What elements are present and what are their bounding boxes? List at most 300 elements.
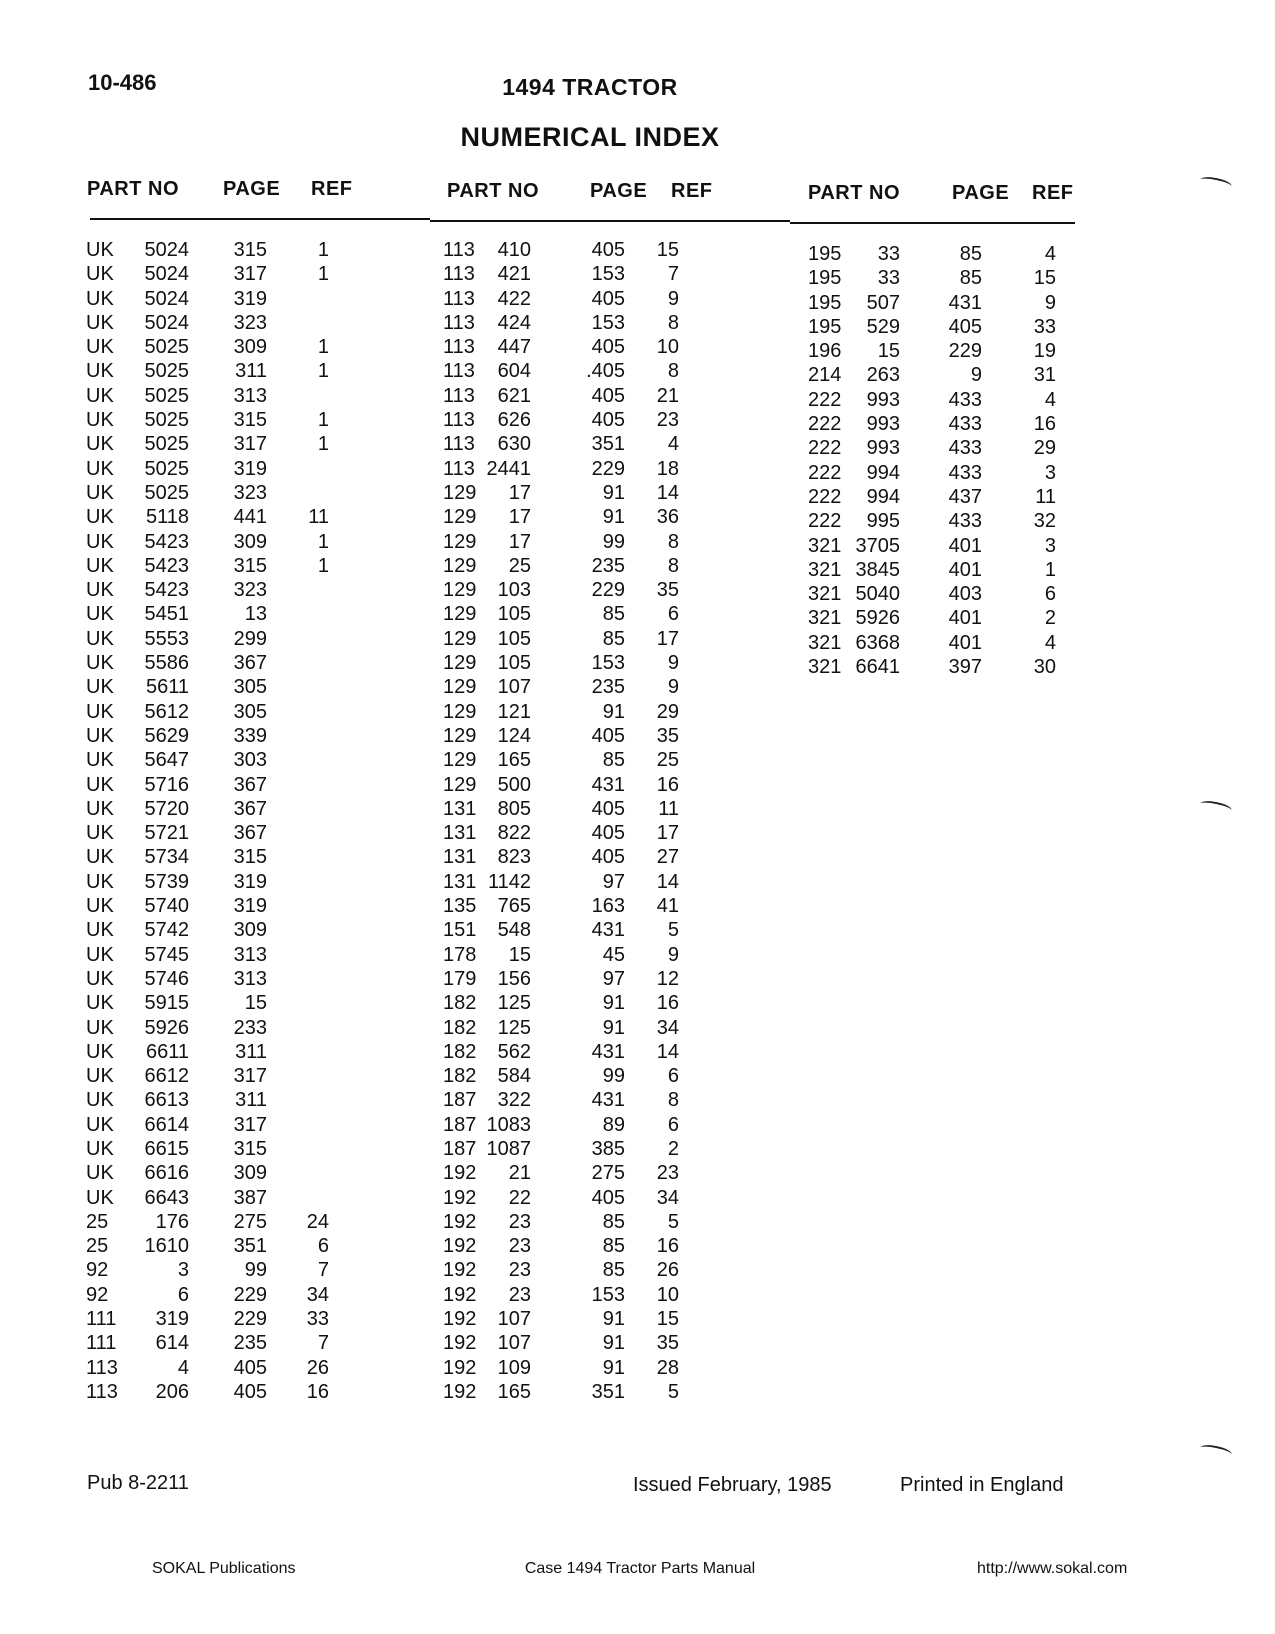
index-row	[86, 967, 351, 991]
index-row	[443, 1113, 711, 1137]
index-row	[443, 991, 711, 1015]
page-number-cell: 229	[948, 340, 982, 363]
header-ref: REF	[311, 178, 353, 200]
page-number-cell: 85	[602, 603, 625, 626]
index-row	[443, 1307, 711, 1331]
page-number-cell: 385	[591, 1137, 625, 1160]
part-number: 176	[155, 1210, 189, 1233]
part-prefix: UK	[86, 724, 114, 747]
index-row	[86, 238, 351, 262]
index-row	[86, 1113, 351, 1137]
index-row	[86, 1331, 351, 1355]
part-number: 319	[155, 1308, 189, 1331]
index-row	[86, 845, 351, 869]
ref-number: 8	[667, 1089, 679, 1112]
ref-number: 33	[306, 1308, 329, 1331]
index-row	[443, 287, 711, 311]
header-page: PAGE	[952, 182, 1010, 204]
index-row	[86, 870, 351, 894]
index-row	[808, 412, 1076, 436]
page-number-cell: 323	[233, 481, 267, 504]
ref-number: 16	[656, 1235, 679, 1258]
part-number: 994	[866, 485, 900, 508]
ref-number: 4	[1044, 388, 1056, 411]
part-prefix: 321	[808, 656, 842, 679]
index-row	[443, 1161, 711, 1185]
page-number-cell: 97	[602, 967, 625, 990]
part-number: 17	[508, 530, 531, 553]
part-number: 529	[866, 315, 900, 338]
part-number: 6	[177, 1283, 189, 1306]
page-number-cell: 303	[233, 749, 267, 772]
index-row	[86, 1016, 351, 1040]
page-number-cell: 99	[244, 1259, 267, 1282]
ref-number: 11	[308, 506, 329, 529]
ref-number: 6	[667, 1065, 679, 1088]
page-number-cell: 433	[948, 437, 982, 460]
part-prefix: 113	[443, 457, 475, 480]
part-prefix: 135	[443, 895, 477, 918]
part-number: 5721	[144, 822, 189, 845]
page-number-cell: 367	[233, 797, 267, 820]
part-prefix: 192	[443, 1235, 477, 1258]
page-number-cell: 235	[233, 1332, 267, 1355]
index-row	[808, 509, 1076, 533]
ref-number: 2	[1044, 607, 1056, 630]
header-part-no: PART NO	[808, 182, 901, 204]
ref-number: 7	[667, 263, 679, 286]
part-prefix: 321	[808, 631, 842, 654]
page-number-cell: 431	[591, 1040, 625, 1063]
ref-number: 35	[656, 579, 679, 602]
part-number: 805	[497, 797, 531, 820]
binding-mark	[1199, 1443, 1232, 1459]
index-row	[443, 651, 711, 675]
part-number: 5423	[144, 579, 189, 602]
part-number: 993	[866, 413, 900, 436]
page-number-cell: 339	[233, 724, 267, 747]
part-number: 15	[877, 340, 900, 363]
header-ref: REF	[671, 180, 713, 202]
part-prefix: 195	[808, 267, 842, 290]
part-number: 621	[497, 384, 531, 407]
index-row	[443, 1210, 711, 1234]
part-number: 107	[497, 1332, 531, 1355]
header-rule	[790, 222, 1075, 224]
page-number-cell: 13	[244, 603, 267, 626]
index-row	[443, 1331, 711, 1355]
page-number-cell: 405	[948, 315, 982, 338]
index-row	[808, 558, 1076, 582]
page-number-cell: 367	[233, 652, 267, 675]
part-number: 5926	[144, 1016, 189, 1039]
ref-number: 12	[656, 967, 679, 990]
index-row	[443, 602, 711, 626]
part-number: 6612	[144, 1065, 189, 1088]
page-number-cell: 229	[233, 1283, 267, 1306]
index-row	[443, 627, 711, 651]
part-number: 5629	[144, 724, 189, 747]
ref-number: 34	[306, 1283, 329, 1306]
part-number: 548	[497, 919, 531, 942]
part-number: 2441	[486, 457, 531, 480]
index-row	[86, 700, 351, 724]
part-prefix: 129	[443, 773, 477, 796]
part-prefix: 113	[443, 311, 475, 334]
part-prefix: 129	[443, 530, 477, 553]
index-row	[808, 631, 1076, 655]
ref-number: 1	[317, 360, 329, 383]
part-prefix: 113	[443, 239, 475, 261]
page-number-cell: 401	[948, 558, 982, 581]
part-number: 562	[497, 1040, 531, 1063]
index-row	[86, 335, 351, 359]
page-number-cell: 313	[233, 967, 267, 990]
index-row	[443, 675, 711, 699]
page-number-cell: 317	[233, 1065, 267, 1088]
part-prefix: 113	[443, 336, 475, 359]
index-row	[86, 530, 351, 554]
page-number-cell: 397	[948, 656, 982, 679]
index-row	[86, 675, 351, 699]
page-number-cell: 351	[591, 1380, 625, 1403]
part-number: 103	[497, 579, 531, 602]
part-prefix: 321	[808, 534, 842, 557]
part-number: 5024	[144, 263, 189, 286]
publisher-name: SOKAL Publications	[152, 1560, 296, 1577]
page-number-cell: 9	[970, 364, 982, 387]
page-number-cell: 91	[602, 1308, 625, 1331]
index-row	[808, 291, 1076, 315]
part-number: 5025	[144, 384, 189, 407]
part-prefix: 195	[808, 291, 842, 314]
page-number-cell: 85	[959, 243, 982, 265]
index-row	[86, 1064, 351, 1088]
page-number-cell: 433	[948, 388, 982, 411]
ref-number: 33	[1033, 315, 1056, 338]
ref-number: 16	[656, 773, 679, 796]
part-number: 6616	[144, 1162, 189, 1185]
part-number: 5118	[145, 506, 189, 529]
ref-number: 11	[1035, 485, 1056, 508]
part-prefix: UK	[86, 287, 114, 310]
index-row	[86, 773, 351, 797]
part-number: 107	[497, 1308, 531, 1331]
ref-number: 1	[317, 409, 329, 432]
part-prefix: UK	[86, 1162, 114, 1185]
part-prefix: 187	[443, 1137, 477, 1160]
page-number-cell: 433	[948, 510, 982, 533]
part-number: 5423	[144, 530, 189, 553]
index-row	[86, 481, 351, 505]
part-prefix: 192	[443, 1210, 477, 1233]
part-prefix: 131	[443, 870, 477, 893]
page-number-cell: 405	[591, 409, 625, 432]
part-number: 121	[497, 700, 531, 723]
ref-number: 1	[317, 530, 329, 553]
part-number: 994	[866, 461, 900, 484]
part-prefix: UK	[86, 1137, 114, 1160]
binding-mark	[1199, 799, 1232, 815]
publisher-url[interactable]: http://www.sokal.com	[977, 1560, 1128, 1577]
index-row	[86, 894, 351, 918]
part-prefix: 92	[86, 1283, 109, 1306]
page-number-cell: 433	[948, 413, 982, 436]
ref-number: 14	[656, 870, 679, 893]
page-number-cell: 235	[591, 554, 625, 577]
index-row	[443, 1137, 711, 1161]
index-row	[86, 1088, 351, 1112]
header-rule	[90, 218, 430, 220]
page-number-cell: 305	[233, 700, 267, 723]
ref-number: 9	[667, 652, 679, 675]
ref-number: 6	[667, 603, 679, 626]
part-number: 5024	[144, 311, 189, 334]
part-number: 422	[497, 287, 531, 310]
page-number-cell: 89	[602, 1113, 625, 1136]
part-number: 1610	[144, 1235, 189, 1258]
ref-number: 23	[656, 409, 679, 432]
page-number-cell: 431	[948, 291, 982, 314]
part-prefix: UK	[86, 311, 114, 334]
index-row	[86, 311, 351, 335]
part-number: 614	[155, 1332, 189, 1355]
index-row	[808, 388, 1076, 412]
ref-number: 14	[656, 481, 679, 504]
page-number-cell: 431	[591, 919, 625, 942]
page-number-cell: 405	[591, 336, 625, 359]
part-number: 17	[508, 506, 531, 529]
part-number: 6615	[144, 1137, 189, 1160]
page-number-cell: 311	[235, 1089, 267, 1112]
part-prefix: 182	[443, 1040, 477, 1063]
ref-number: 27	[656, 846, 679, 869]
part-prefix: 129	[443, 603, 477, 626]
index-row	[808, 461, 1076, 485]
printed-location: Printed in England	[900, 1474, 1064, 1496]
index-row	[86, 1283, 351, 1307]
part-number: 822	[497, 822, 531, 845]
index-row	[86, 943, 351, 967]
page-number-cell: 317	[233, 433, 267, 456]
page-number-cell: 85	[602, 1235, 625, 1258]
ref-number: 21	[656, 384, 679, 407]
part-number: 5025	[144, 360, 189, 383]
part-number: 5024	[144, 239, 189, 261]
page-number-cell: 153	[591, 652, 625, 675]
part-prefix: 129	[443, 676, 477, 699]
ref-number: 8	[667, 554, 679, 577]
page-number-cell: 405	[233, 1356, 267, 1379]
part-number: 5025	[144, 457, 189, 480]
index-row	[86, 651, 351, 675]
ref-number: 25	[656, 749, 679, 772]
page-number-cell: 405	[591, 797, 625, 820]
index-row	[443, 870, 711, 894]
part-prefix: 113	[86, 1356, 118, 1379]
ref-number: 15	[1033, 267, 1056, 290]
page-number-cell: 153	[591, 311, 625, 334]
part-number: 33	[877, 267, 900, 290]
part-prefix: 111	[86, 1332, 117, 1355]
part-prefix: UK	[86, 1186, 114, 1209]
page-number-cell: 85	[959, 267, 982, 290]
index-row	[86, 797, 351, 821]
index-row	[443, 821, 711, 845]
index-row	[808, 485, 1076, 509]
part-number: 995	[866, 510, 900, 533]
index-row	[808, 655, 1076, 679]
page-number-cell: 235	[591, 676, 625, 699]
page-number-cell: 323	[233, 311, 267, 334]
part-prefix: 196	[808, 340, 842, 363]
header-part-no: PART NO	[447, 180, 540, 202]
ref-number: 34	[656, 1186, 679, 1209]
part-number: 322	[497, 1089, 531, 1112]
part-prefix: 113	[443, 360, 475, 383]
part-prefix: 182	[443, 1016, 477, 1039]
index-row	[86, 991, 351, 1015]
part-number: 6641	[855, 656, 900, 679]
part-prefix: UK	[86, 603, 114, 626]
part-prefix: 129	[443, 652, 477, 675]
ref-number: 7	[317, 1259, 329, 1282]
index-column-3	[808, 242, 1076, 679]
part-number: 5746	[144, 967, 189, 990]
index-row	[86, 457, 351, 481]
page-number-cell: 319	[233, 457, 267, 480]
ref-number: 16	[1033, 413, 1056, 436]
ref-number: 16	[306, 1380, 329, 1403]
index-row	[86, 1380, 351, 1404]
index-row	[443, 967, 711, 991]
part-number: 5025	[144, 481, 189, 504]
index-row	[86, 724, 351, 748]
part-prefix: 111	[86, 1308, 117, 1331]
ref-number: 30	[1033, 656, 1056, 679]
index-row	[443, 1283, 711, 1307]
part-prefix: 131	[443, 846, 477, 869]
ref-number: 8	[667, 311, 679, 334]
part-prefix: UK	[86, 943, 114, 966]
part-prefix: 214	[808, 364, 842, 387]
page-number-cell: 431	[591, 1089, 625, 1112]
issue-date: Issued February, 1985	[633, 1474, 832, 1496]
index-row	[808, 582, 1076, 606]
index-row	[443, 1380, 711, 1404]
part-prefix: UK	[86, 554, 114, 577]
ref-number: 5	[667, 1210, 679, 1233]
part-prefix: UK	[86, 457, 114, 480]
part-number: 5451	[144, 603, 189, 626]
page-number-cell: 319	[233, 287, 267, 310]
ref-number: 32	[1033, 510, 1056, 533]
index-row	[443, 578, 711, 602]
part-prefix: UK	[86, 627, 114, 650]
part-prefix: 321	[808, 583, 842, 606]
part-number: 1142	[487, 870, 531, 893]
part-prefix: 113	[443, 384, 475, 407]
page-number-cell: 351	[591, 433, 625, 456]
page-number-cell: 317	[233, 1113, 267, 1136]
page-number-cell: 405	[591, 724, 625, 747]
index-row	[443, 894, 711, 918]
part-prefix: UK	[86, 506, 114, 529]
part-prefix: UK	[86, 1016, 114, 1039]
part-prefix: 113	[443, 409, 475, 432]
index-row	[443, 408, 711, 432]
part-number: 33	[877, 243, 900, 265]
index-row	[86, 578, 351, 602]
page-number-cell: 317	[233, 263, 267, 286]
part-number: 5612	[144, 700, 189, 723]
part-prefix: UK	[86, 1089, 114, 1112]
ref-number: 6	[1044, 583, 1056, 606]
part-number: 584	[497, 1065, 531, 1088]
index-row	[86, 748, 351, 772]
ref-number: 15	[656, 1308, 679, 1331]
ref-number: 3	[1044, 534, 1056, 557]
part-number: 23	[508, 1283, 531, 1306]
part-number: 5926	[855, 607, 900, 630]
ref-number: 18	[656, 457, 679, 480]
part-number: 23	[508, 1259, 531, 1282]
page-number-cell: 405	[591, 287, 625, 310]
ref-number: 35	[656, 724, 679, 747]
header-page: PAGE	[590, 180, 648, 202]
index-row	[443, 457, 711, 481]
index-row	[443, 724, 711, 748]
part-prefix: 195	[808, 243, 842, 265]
index-row	[443, 481, 711, 505]
part-prefix: 151	[443, 919, 477, 942]
part-prefix: 182	[443, 1065, 477, 1088]
part-number: 165	[497, 749, 531, 772]
part-number: 5740	[144, 895, 189, 918]
page-number-cell: 91	[602, 700, 625, 723]
part-prefix: 113	[443, 433, 475, 456]
ref-number: 14	[656, 1040, 679, 1063]
page-number-cell: 405	[591, 239, 625, 261]
part-number: 125	[497, 992, 531, 1015]
part-prefix: UK	[86, 360, 114, 383]
part-number: 4	[177, 1356, 189, 1379]
index-row	[86, 1186, 351, 1210]
ref-number: 1	[317, 554, 329, 577]
page-number-cell: 85	[602, 627, 625, 650]
index-row	[808, 436, 1076, 460]
publication-number: Pub 8-2211	[87, 1472, 189, 1494]
manual-title: Case 1494 Tractor Parts Manual	[524, 1560, 756, 1577]
page-number-cell: 441	[233, 506, 267, 529]
page-number-cell: 405	[591, 384, 625, 407]
index-row	[443, 1016, 711, 1040]
ref-number: 9	[667, 676, 679, 699]
page-number-cell: 99	[602, 530, 625, 553]
index-row	[86, 287, 351, 311]
part-prefix: 321	[808, 558, 842, 581]
index-row	[86, 602, 351, 626]
index-row	[443, 943, 711, 967]
part-prefix: UK	[86, 1065, 114, 1088]
index-row	[443, 262, 711, 286]
index-title: NUMERICAL INDEX	[460, 122, 720, 152]
page-number-cell: 315	[233, 846, 267, 869]
ref-number: 1	[317, 239, 329, 261]
part-prefix: UK	[86, 749, 114, 772]
index-row	[443, 1356, 711, 1380]
index-row	[808, 363, 1076, 387]
